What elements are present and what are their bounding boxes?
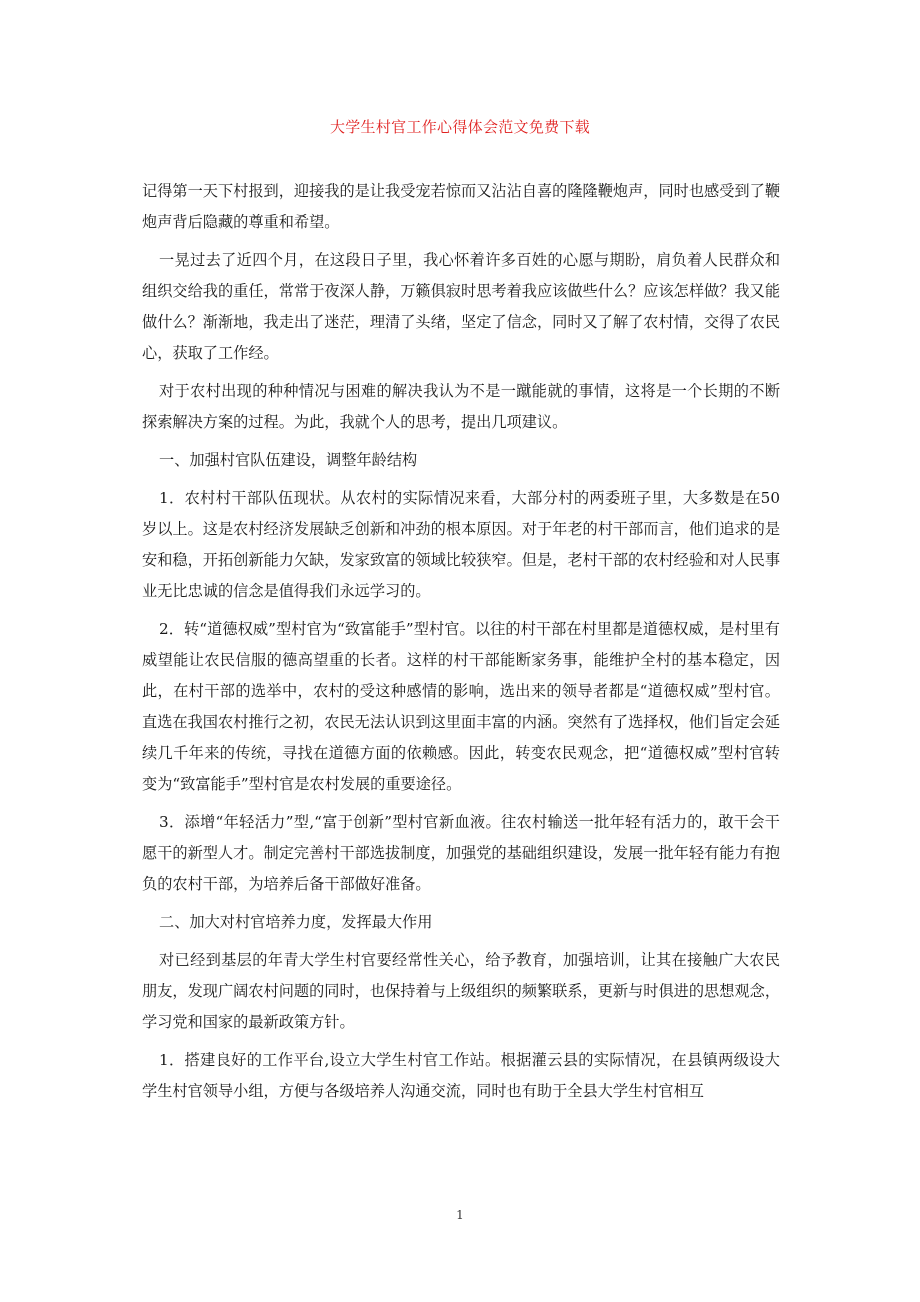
section-heading-2: 二、加大对村官培养力度，发挥最大作用 [159,913,433,931]
paragraph-item-1-2: 2．转“道德权威”型村官为“致富能手”型村官。以往的村干部在村里都是道德权威，是村里有威望能让农民信服的德高望重的长者。这样的村干部能断家务事，能维护全村的基本稳定，因此，在村干部的选举中，农村的受这种感情的影响，选出来的领导者都是“道德权威”型村官。直选在我国农村推行之初，农民无法认识到这里面丰富的内涵。突然有了选择权，他们旨定会延续几千年来的传统，寻找在道德方面的依赖感。因此，转变农民观念，把“道德权威”型村官转变为“致富能手”型村官是农村发展的重要途径。 [142,620,780,793]
paragraph-item-1-1: 1．农村村干部队伍现状。从农村的实际情况来看，大部分村的两委班子里，大多数是在50岁以上。这是农村经济发展缺乏创新和冲劲的根本原因。对于年老的村干部而言，他们追求的是安和稳，开拓创新能力欠缺，发家致富的领域比较狭窄。但是，老村干部的农村经验和对人民事业无比忠诚的信念是值得我们永远学习的。 [142,489,780,600]
paragraph-suggestions-intro: 对于农村出现的种种情况与困难的解决我认为不是一蹴能就的事情，这将是一个长期的不断探索解决方案的过程。为此，我就个人的思考，提出几项建议。 [142,382,780,431]
paragraph-section-2-intro: 对已经到基层的年青大学生村官要经常性关心，给予教育，加强培训，让其在接触广大农民朋友，发现广阔农村问题的同时，也保持着与上级组织的频繁联系，更新与时俱进的思想观念，学习党和国家的最新政策方针。 [142,951,780,1031]
paragraph-intro: 记得第一天下村报到，迎接我的是让我受宠若惊而又沾沾自喜的隆隆鞭炮声，同时也感受到了鞭炮声背后隐藏的尊重和希望。 [142,182,780,231]
document-body [142,176,780,1114]
paragraph-four-months: 一晃过去了近四个月，在这段日子里，我心怀着许多百姓的心愿与期盼，肩负着人民群众和组织交给我的重任，常常于夜深人静，万籁俱寂时思考着我应该做些什么？应该怎样做？我又能做什么？渐渐地，我走出了迷茫，理清了头绪，坚定了信念，同时又了解了农村情，交得了农民心，获取了工作经。 [142,251,780,362]
document-title: 大学生村官工作心得体会范文免费下载 [329,118,591,136]
paragraph-item-1-3: 3．添增“年轻活力”型,“富于创新”型村官新血液。往农村输送一批年轻有活力的，敢干会干愿干的新型人才。制定完善村干部选拔制度，加强党的基础组织建设，发展一批年轻有能力有抱负的农村干部，为培养后备干部做好准备。 [142,813,780,893]
section-heading-1: 一、加强村官队伍建设，调整年龄结构 [159,451,418,469]
paragraph-item-2-1: 1．搭建良好的工作平台,设立大学生村官工作站。根据灌云县的实际情况，在县镇两级设大学生村官领导小组，方便与各级培养人沟通交流，同时也有助于全县大学生村官相互 [142,1051,780,1100]
page-number: 1 [456,1208,464,1222]
